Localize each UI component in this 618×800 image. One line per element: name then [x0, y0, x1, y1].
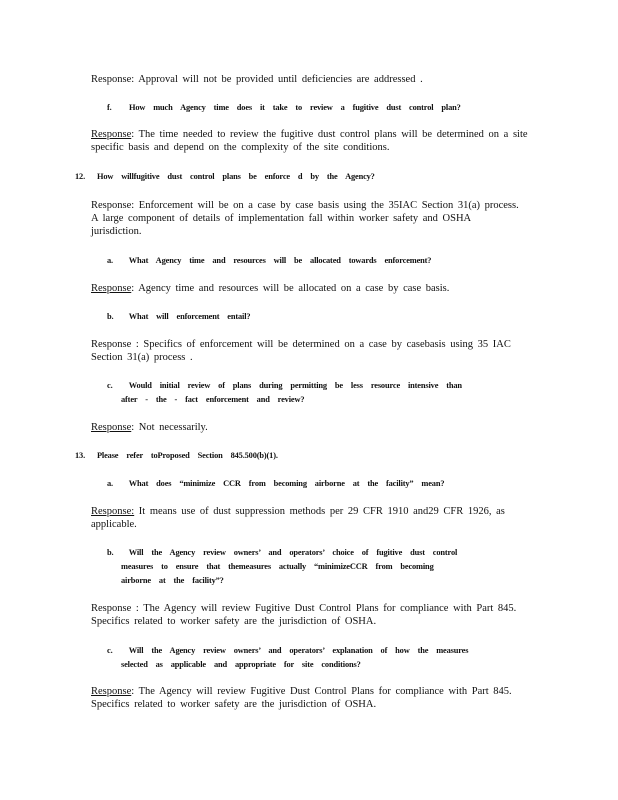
text-line: : The time needed to review the fugitive dust control plans will be determined on a site	[131, 129, 528, 140]
text-line: Section 31(a) process .	[91, 352, 193, 363]
text-line: : The Agency will review Fugitive Dust Control Plans for compliance with Part 845.	[131, 686, 512, 697]
text-line: applicable.	[91, 519, 137, 530]
response-specifics	[91, 338, 571, 364]
response-agency-time	[91, 282, 571, 295]
question-f	[107, 101, 567, 115]
question-13	[75, 449, 555, 463]
response-label: Response	[91, 129, 132, 140]
question-marker: 12.	[75, 172, 86, 181]
question-text: selected as applicable and appropriate for site conditions?	[121, 660, 361, 669]
question-13c	[107, 644, 567, 672]
question-text: Will the Agency review owners’ and operators’ choice of fugitive dust control	[128, 548, 458, 557]
response-label: Response	[91, 686, 132, 697]
response-enforcement	[91, 199, 571, 238]
question-marker: a.	[107, 256, 113, 265]
text-line: : Not necessarily.	[131, 422, 208, 433]
response-part-845-c	[91, 685, 571, 711]
text-line: : Agency time and resources will be allocated on a case by case basis.	[131, 283, 450, 294]
text-line: Specifics related to worker safety are the jurisdiction of OSHA.	[91, 616, 377, 627]
response-approval	[91, 73, 571, 86]
response-label: Response	[91, 283, 132, 294]
question-text: How much Agency time does it take to review a fugitive dust control plan?	[128, 103, 461, 112]
response-review-time	[91, 128, 571, 154]
question-12c	[107, 379, 567, 407]
question-marker: c.	[107, 646, 113, 655]
question-text: Please refer toProposed Section 845.500(b)(1).	[96, 451, 278, 460]
question-marker: f.	[107, 103, 112, 112]
question-text: What does “minimize CCR from becoming airborne at the facility” mean?	[128, 479, 445, 488]
question-text: after - the - fact enforcement and review?	[121, 395, 305, 404]
text-line: Response : Specifics of enforcement will be determined on a case by casebasis using 35 IAC	[91, 339, 511, 350]
question-text: Will the Agency review owners’ and operators’ explanation of how the measures	[128, 646, 469, 655]
question-text: measures to ensure that themeasures actually “minimizeCCR from becoming	[121, 562, 434, 571]
question-marker: b.	[107, 312, 114, 321]
text-line: Specifics related to worker safety are the jurisdiction of OSHA.	[91, 699, 377, 710]
response-dust-suppression	[91, 505, 571, 531]
question-marker: b.	[107, 548, 114, 557]
question-marker: c.	[107, 381, 113, 390]
text-line: specific basis and depend on the complexity of the site conditions.	[91, 142, 390, 153]
question-text: How willfugitive dust control plans be enforce d by the Agency?	[96, 172, 375, 181]
text-line: Response: Approval will not be provided until deficiencies are addressed .	[91, 74, 423, 85]
question-text: Would initial review of plans during permitting be less resource intensive than	[128, 381, 462, 390]
response-label: Response:	[91, 506, 135, 517]
question-marker: 13.	[75, 451, 86, 460]
question-text: airborne at the facility”?	[121, 576, 224, 585]
text-line: A large component of details of implementation fall within worker safety and OSHA	[91, 213, 472, 224]
text-line: jurisdiction.	[91, 226, 142, 237]
text-line: Response : The Agency will review Fugitive Dust Control Plans for compliance with Part 845.	[91, 603, 517, 614]
response-not-necessarily	[91, 421, 571, 434]
question-13a	[107, 477, 567, 491]
question-13b	[107, 546, 567, 588]
response-part-845-b	[91, 602, 571, 628]
question-12b	[107, 310, 567, 324]
question-marker: a.	[107, 479, 113, 488]
text-line: Response: Enforcement will be on a case by case basis using the 35IAC Section 31(a) process.	[91, 200, 519, 211]
question-12a	[107, 254, 567, 268]
response-label: Response	[91, 422, 132, 433]
question-text: What will enforcement entail?	[128, 312, 251, 321]
text-line: It means use of dust suppression methods per 29 CFR 1910 and29 CFR 1926, as	[134, 506, 505, 517]
question-12	[75, 170, 555, 184]
question-text: What Agency time and resources will be allocated towards enforcement?	[128, 256, 432, 265]
